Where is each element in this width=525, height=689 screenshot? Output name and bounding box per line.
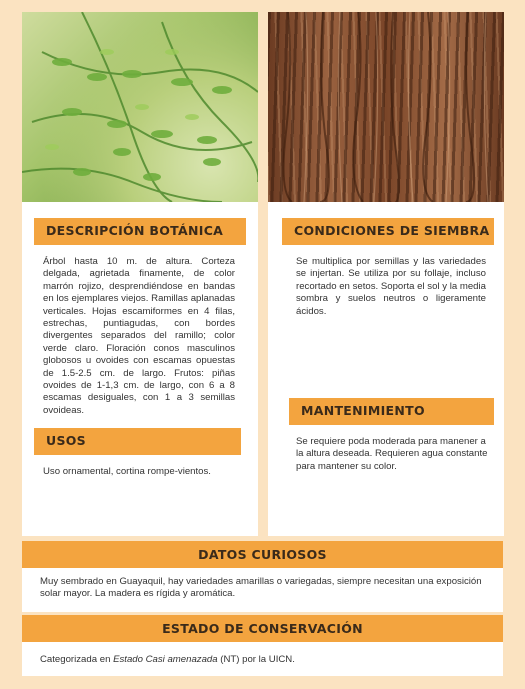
bark-illustration bbox=[268, 12, 504, 202]
mantenimiento-header: MANTENIMIENTO bbox=[289, 398, 494, 425]
foliage-illustration bbox=[22, 12, 258, 202]
conservacion-header: ESTADO DE CONSERVACIÓN bbox=[22, 615, 503, 642]
mantenimiento-body: Se requiere poda moderada para manener a la altura deseada. Requieren agua constante para mantener su color. bbox=[296, 436, 488, 472]
conservacion-body bbox=[40, 654, 488, 666]
bark-photo bbox=[268, 12, 504, 202]
foliage-photo bbox=[22, 12, 258, 202]
usos-header: USOS bbox=[34, 428, 241, 455]
conservacion-prefix: Categorizada en bbox=[40, 654, 114, 665]
conservacion-suffix: (NT) por la UICN. bbox=[217, 654, 295, 665]
descripcion-header: DESCRIPCIÓN BOTÁNICA bbox=[34, 218, 246, 245]
descripcion-body: Árbol hasta 10 m. de altura. Corteza delgada, agrietada finamente, de color marrón rojizo, desprendiéndose en bandas en los ejemplares viejos. Ramillas aplanadas verticales. Hojas escamiformes en 4 filas, estrechas, puntiagudas, con bordes divergentes separados del ramillo; color verde claro. Floración conos masculinos globosos u ovoides con escamas opuestas de 1.5-2.5 cm. de largo. Frutos: piñas ovoides de 1-1,3 cm. de largo, con 6 a 8 escamas desiguales, con 1 a 3 semillas ovoideas. bbox=[43, 256, 235, 416]
curiosos-body: Muy sembrado en Guayaquil, hay variedades amarillas o variegadas, siempre necesitan una exposición solar mayor. La madera es rígida y aromática. bbox=[40, 576, 482, 600]
condiciones-body: Se multiplica por semillas y las variedades se injertan. Se utiliza por su follaje, incluso recortado en setos. Soporta el sol y la media sombra y suelos neutros o ligeramente ácidos. bbox=[296, 256, 486, 317]
curiosos-header: DATOS CURIOSOS bbox=[22, 541, 503, 568]
conservacion-status: Estado Casi amenazada bbox=[113, 654, 218, 665]
usos-body: Uso ornamental, cortina rompe-vientos. bbox=[43, 466, 211, 477]
condiciones-header: CONDICIONES DE SIEMBRA bbox=[282, 218, 494, 245]
